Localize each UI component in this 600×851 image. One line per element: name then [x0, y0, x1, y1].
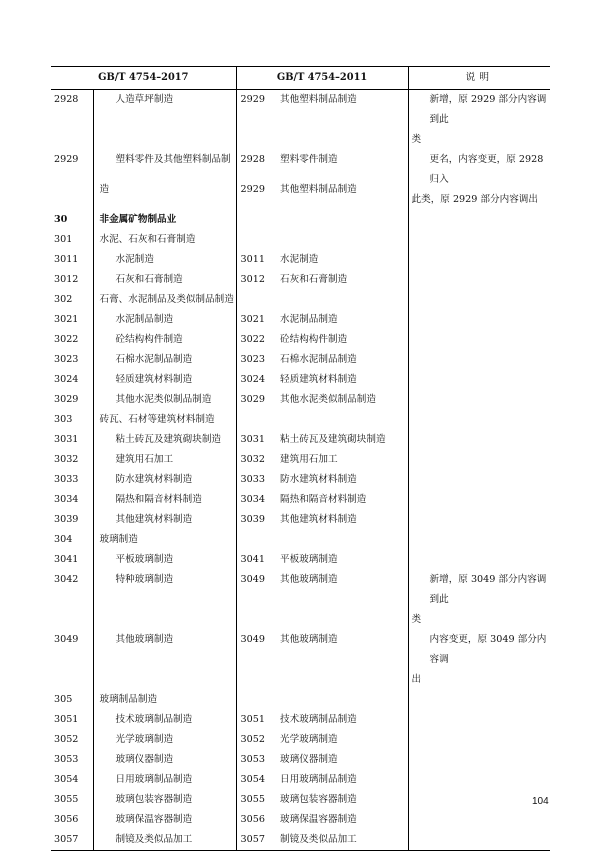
table-row [51, 330, 550, 350]
new-code: 3029 [54, 394, 79, 405]
new-name: 石棉水泥制品制造 [93, 350, 236, 370]
old-name: 粘土砖瓦及建筑砌块制造 [280, 434, 386, 445]
table-row [51, 510, 550, 530]
header-new-standard: GB/T 4754–2017 [51, 67, 236, 90]
new-name: 玻璃制造 [93, 530, 236, 550]
new-code: 3039 [54, 514, 79, 525]
new-name: 隔热和隔音材料制造 [93, 490, 236, 510]
new-name: 水泥制品制造 [93, 310, 236, 330]
new-name: 日用玻璃制品制造 [93, 770, 236, 790]
new-name: 轻质建筑材料制造 [93, 370, 236, 390]
table-header [51, 67, 550, 90]
new-code: 303 [54, 414, 73, 425]
header-note: 说明 [408, 67, 550, 90]
new-name: 人造草坪制造 [93, 90, 236, 151]
old-code: 3054 [236, 770, 280, 790]
old-name: 水泥制品制造 [280, 314, 338, 325]
new-name: 粘土砖瓦及建筑砌块制造 [93, 430, 236, 450]
note: 更名，内容变更，原 2928 归入 此类，原 2929 部分内容调出 [408, 150, 550, 210]
old-code: 3034 [236, 490, 280, 510]
old-name: 其他玻璃制造 [280, 634, 338, 645]
old-code: 3033 [236, 470, 280, 490]
new-name: 石膏、水泥制品及类似制品制造 [93, 290, 236, 310]
new-name: 水泥制造 [93, 250, 236, 270]
new-code: 3054 [54, 774, 79, 785]
old-name: 砼结构构件制造 [280, 334, 348, 345]
old-code: 3032 [236, 450, 280, 470]
table-row [51, 390, 550, 410]
old-code: 3029 [236, 390, 280, 410]
table-row [51, 470, 550, 490]
new-name: 防水建筑材料制造 [93, 470, 236, 490]
old-code: 3039 [236, 510, 280, 530]
new-code: 3049 [54, 634, 79, 645]
table-row [51, 430, 550, 450]
table-row [51, 310, 550, 330]
old-code: 3012 [236, 270, 280, 290]
table-row [51, 150, 550, 180]
old-code: 3055 [236, 790, 280, 810]
table-row [51, 290, 550, 310]
table-row [51, 490, 550, 510]
old-code: 3053 [236, 750, 280, 770]
new-code: 3021 [54, 314, 79, 325]
new-code: 3053 [54, 754, 79, 765]
old-name: 水泥制造 [280, 254, 319, 265]
note: 新增，原 2929 部分内容调到此 类 [408, 90, 550, 151]
new-name: 石灰和石膏制造 [93, 270, 236, 290]
new-code: 30 [54, 214, 68, 225]
table-row [51, 270, 550, 290]
old-code: 3031 [236, 430, 280, 450]
old-name: 其他玻璃制造 [280, 574, 338, 585]
new-name: 其他建筑材料制造 [93, 510, 236, 530]
new-code: 2928 [54, 94, 79, 105]
new-code: 3031 [54, 434, 79, 445]
table-row [51, 770, 550, 790]
old-code: 3049 [236, 630, 280, 690]
old-name: 建筑用石加工 [280, 454, 338, 465]
new-code: 3052 [54, 734, 79, 745]
new-code: 3033 [54, 474, 79, 485]
table-row [51, 530, 550, 550]
table-row [51, 450, 550, 470]
old-name: 石灰和石膏制造 [280, 274, 348, 285]
table-row [51, 410, 550, 430]
table-row [51, 370, 550, 390]
new-name: 其他水泥类似制品制造 [93, 390, 236, 410]
new-code: 3011 [54, 254, 79, 265]
new-name: 特种玻璃制造 [93, 570, 236, 630]
new-code: 304 [54, 534, 73, 545]
old-name: 玻璃保温容器制造 [280, 814, 357, 825]
old-name: 轻质建筑材料制造 [280, 374, 357, 385]
old-name: 其他塑料制品制造 [280, 184, 357, 195]
new-code: 305 [54, 694, 73, 705]
old-code: 3057 [236, 830, 280, 851]
old-code: 2929 [236, 180, 280, 210]
new-code: 3034 [54, 494, 79, 505]
new-code: 3055 [54, 794, 79, 805]
old-code: 3024 [236, 370, 280, 390]
new-name: 玻璃包装容器制造 [93, 790, 236, 810]
table-row [51, 90, 550, 151]
header-old-standard: GB/T 4754–2011 [236, 67, 408, 90]
new-name-continued: 造 [93, 180, 236, 210]
table-row [51, 790, 550, 810]
table-row [51, 230, 550, 250]
new-name: 平板玻璃制造 [93, 550, 236, 570]
table-row [51, 710, 550, 730]
old-code: 3049 [236, 570, 280, 630]
new-code: 3023 [54, 354, 79, 365]
table-row [51, 550, 550, 570]
old-name: 其他水泥类似制品制造 [280, 394, 376, 405]
new-name: 砼结构构件制造 [93, 330, 236, 350]
new-name: 玻璃仪器制造 [93, 750, 236, 770]
old-code: 3041 [236, 550, 280, 570]
old-name: 光学玻璃制造 [280, 734, 338, 745]
old-name: 隔热和隔音材料制造 [280, 494, 367, 505]
new-code: 2929 [54, 154, 79, 165]
new-code: 3032 [54, 454, 79, 465]
new-code: 3024 [54, 374, 79, 385]
new-name: 塑料零件及其他塑料制品制 [93, 150, 236, 180]
old-name: 平板玻璃制造 [280, 554, 338, 565]
new-name: 砖瓦、石材等建筑材料制造 [93, 410, 236, 430]
new-name: 技术玻璃制品制造 [93, 710, 236, 730]
old-name: 塑料零件制造 [280, 154, 338, 165]
old-name: 其他建筑材料制造 [280, 514, 357, 525]
new-name: 建筑用石加工 [93, 450, 236, 470]
old-code: 3022 [236, 330, 280, 350]
old-code: 3023 [236, 350, 280, 370]
table-row [51, 830, 550, 851]
new-name: 玻璃保温容器制造 [93, 810, 236, 830]
new-name: 非金属矿物制品业 [93, 210, 236, 230]
note: 新增，原 3049 部分内容调到此 类 [408, 570, 550, 630]
old-code: 3056 [236, 810, 280, 830]
new-code: 3022 [54, 334, 79, 345]
page-number: 104 [532, 796, 549, 807]
table-row [51, 690, 550, 710]
new-name: 水泥、石灰和石膏制造 [93, 230, 236, 250]
old-name: 其他塑料制品制造 [280, 94, 357, 105]
table-row [51, 810, 550, 830]
old-name: 日用玻璃制品制造 [280, 774, 357, 785]
old-code: 3052 [236, 730, 280, 750]
new-code: 3041 [54, 554, 79, 565]
table-row [51, 730, 550, 750]
old-name: 玻璃包装容器制造 [280, 794, 357, 805]
new-code: 301 [54, 234, 73, 245]
new-name: 其他玻璃制造 [93, 630, 236, 690]
new-code: 3057 [51, 830, 93, 851]
old-code: 3011 [236, 250, 280, 270]
old-code: 3021 [236, 310, 280, 330]
note: 内容变更，原 3049 部分内容调 出 [408, 630, 550, 690]
table-row [51, 570, 550, 630]
classification-table [51, 66, 550, 851]
old-name: 技术玻璃制品制造 [280, 714, 357, 725]
new-code: 3042 [54, 574, 79, 585]
table-row [51, 350, 550, 370]
old-code: 3051 [236, 710, 280, 730]
new-name: 光学玻璃制造 [93, 730, 236, 750]
table-row [51, 630, 550, 690]
new-name: 制镜及类似品加工 [93, 830, 236, 851]
new-code: 3051 [54, 714, 79, 725]
old-code: 2928 [236, 150, 280, 180]
old-name: 石棉水泥制品制造 [280, 354, 357, 365]
table-row [51, 210, 550, 230]
new-code: 3012 [54, 274, 79, 285]
table-row [51, 250, 550, 270]
old-name: 防水建筑材料制造 [280, 474, 357, 485]
old-name: 制镜及类似品加工 [280, 830, 408, 851]
old-code: 2929 [236, 90, 280, 151]
new-code: 3056 [54, 814, 79, 825]
new-name: 玻璃制品制造 [93, 690, 236, 710]
new-code: 302 [54, 294, 73, 305]
old-name: 玻璃仪器制造 [280, 754, 338, 765]
table-row [51, 750, 550, 770]
